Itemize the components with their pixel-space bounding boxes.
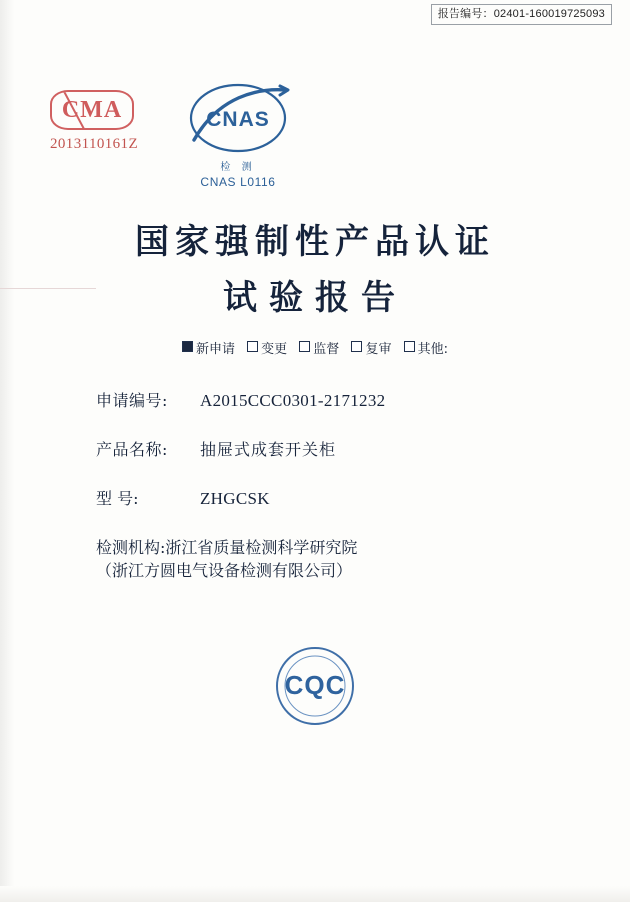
- cnas-lab-code: CNAS L0116: [200, 175, 276, 189]
- svg-text:CQC: CQC: [284, 670, 346, 700]
- field-product-name: [96, 437, 556, 460]
- field-application-no: [96, 388, 556, 411]
- checkbox-label-new-application: 新申请: [195, 342, 235, 357]
- field-testing-org: [96, 535, 556, 581]
- cma-oval-icon: [50, 90, 134, 130]
- cma-mark: [50, 90, 142, 153]
- checkbox-icon-change[interactable]: [247, 341, 258, 352]
- checkbox-item-review[interactable]: [351, 342, 391, 357]
- report-type-checkboxes: [0, 338, 630, 357]
- field-value-testing-org-sub: （浙江方圆电气设备检测有限公司）: [96, 561, 353, 580]
- checkbox-icon-review[interactable]: [351, 341, 362, 352]
- checkbox-label-supervision: 监督: [313, 342, 340, 357]
- field-value-application-no: A2015CCC0301-2171232: [200, 391, 386, 410]
- cover-fields: [96, 388, 556, 607]
- checkbox-icon-supervision[interactable]: [299, 341, 310, 352]
- cnas-logo-icon: [184, 78, 292, 164]
- field-label-testing-org: 检测机构:: [96, 538, 166, 557]
- report-number-value: 02401-160019725093: [493, 8, 605, 20]
- checkbox-item-change[interactable]: [247, 342, 287, 357]
- checkbox-item-supervision[interactable]: [299, 342, 339, 357]
- field-label-application-no: 申请编号:: [96, 391, 168, 410]
- cqc-seal-icon: [267, 638, 363, 734]
- checkbox-item-other[interactable]: [404, 342, 448, 357]
- cnas-subtitle: 检 测: [220, 162, 256, 173]
- checkbox-icon-other[interactable]: [404, 341, 415, 352]
- field-label-product-name: 产品名称:: [96, 440, 168, 459]
- cma-certificate-code: 2013110161Z: [50, 136, 139, 152]
- checkbox-icon-checked[interactable]: [182, 341, 193, 352]
- accreditation-marks: [0, 78, 630, 188]
- page-title-line2: 试验报告: [223, 278, 407, 318]
- checkbox-item-new-application[interactable]: [182, 342, 235, 357]
- field-label-model: 型 号:: [96, 489, 139, 508]
- svg-text:CNAS: CNAS: [206, 108, 270, 131]
- field-value-product-name: 抽屉式成套开关柜: [200, 440, 337, 459]
- report-number-label: 报告编号：: [437, 7, 494, 20]
- cma-mark-text: CMA: [61, 97, 123, 123]
- checkbox-label-other: 其他:: [417, 342, 448, 357]
- checkbox-label-review: 复审: [365, 342, 392, 357]
- field-value-model: ZHGCSK: [200, 489, 270, 508]
- page-title-line1: 国家强制性产品认证: [135, 222, 495, 262]
- checkbox-label-change: 变更: [261, 342, 288, 357]
- field-model: [96, 486, 556, 509]
- scan-edge-shadow-bottom: [0, 886, 630, 902]
- cnas-mark: [178, 78, 298, 189]
- field-value-testing-org: 浙江省质量检测科学研究院: [165, 538, 358, 557]
- report-number-box: [431, 4, 612, 25]
